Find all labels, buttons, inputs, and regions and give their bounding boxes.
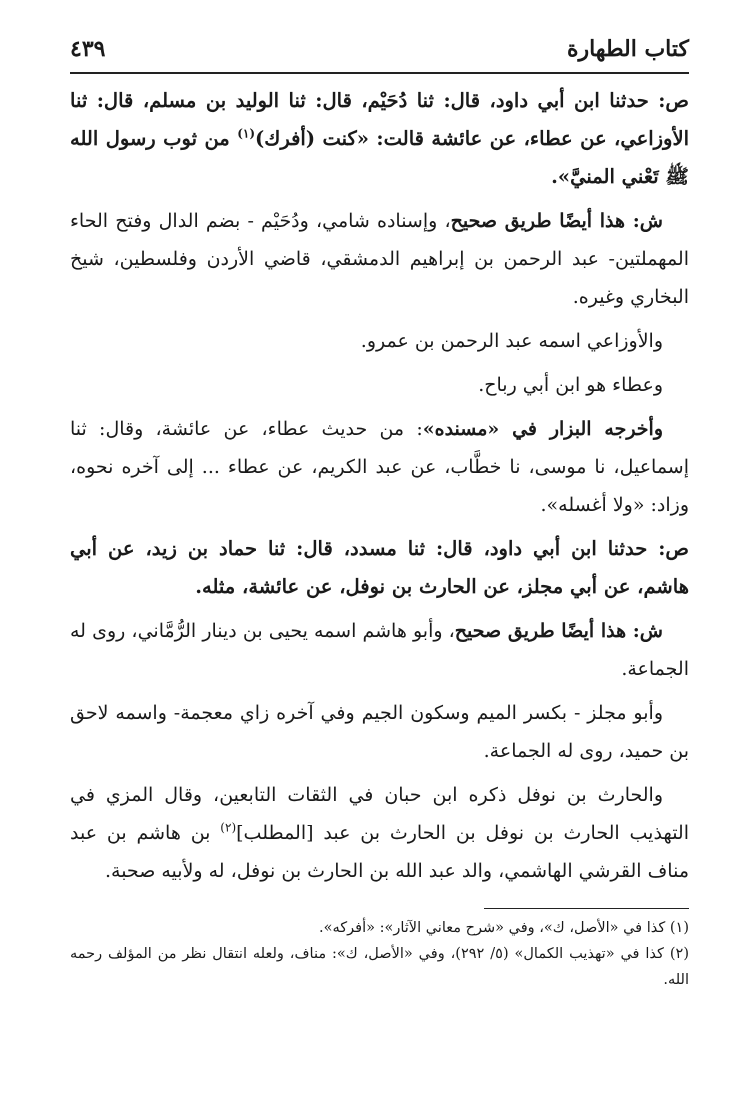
paragraph-text: حدثنا ابن أبي داود، قال: ثنا دُحَيْم، قال: ثنا الوليد بن مسلم، قال: ثنا الأوزاعي، عن عطاء، عن عائشة قالت: «كنت (أفرك) — [70, 89, 689, 150]
hadith-paragraph — [70, 530, 689, 606]
commentary-paragraph — [70, 410, 689, 524]
page-number: ٤٣٩ — [70, 36, 106, 62]
text-paragraph — [70, 322, 689, 360]
footnote: (١) كذا في «الأصل، ك»، وفي «شرح معاني الآثار»: «أفركه». — [318, 920, 689, 936]
commentary-paragraph — [70, 612, 689, 688]
source-label: وأخرجه البزار في «مسنده» — [422, 418, 663, 440]
paragraph-text: والأوزاعي اسمه عبد الرحمن بن عمرو. — [360, 330, 663, 352]
footnote-reference: (٢) — [220, 820, 237, 835]
paragraph-text-tail: بن هاشم بن عبد مناف القرشي الهاشمي، والد عبد الله بن الحارث بن نوفل، له ولأبيه صحبة. — [70, 822, 689, 882]
paragraph-text: ، وأبو هاشم اسمه يحيى بن دينار الرُّمَّاني، روى له الجماعة. — [70, 620, 689, 680]
hadith-label: ص: — [647, 537, 689, 560]
book-title: كتاب الطهارة — [566, 36, 689, 62]
footnotes — [70, 915, 689, 993]
page-header — [70, 30, 689, 74]
document-page — [70, 30, 689, 993]
hadith-label: ص: — [648, 89, 690, 112]
footnote: (٢) كذا في «تهذيب الكمال» (٥/ ٢٩٢)، وفي «الأصل، ك»: مناف، ولعله انتقال نظر من المؤلف رحمه الله. — [70, 946, 689, 988]
commentary-label: ش: هذا أيضًا طريق صحيح — [450, 210, 663, 232]
commentary-paragraph — [70, 202, 689, 316]
paragraph-text: والحارث بن نوفل ذكره ابن حبان في الثقات التابعين، وقال المزي في التهذيب الحارث بن نوفل بن الحارث بن عبد [المطلب] — [70, 784, 689, 844]
footnote-reference: (١) — [237, 126, 256, 141]
text-paragraph — [70, 694, 689, 770]
hadith-paragraph — [70, 82, 689, 196]
footnote-divider — [484, 908, 689, 909]
paragraph-text: وعطاء هو ابن أبي رباح. — [478, 374, 663, 396]
paragraph-text: ، وإسناده شامي، ودُحَيْم - بضم الدال وفتح الحاء المهملتين- عبد الرحمن بن إبراهيم الدمشقي، قاضي الأردن وفلسطين، شيخ البخاري وغيره. — [70, 210, 689, 308]
commentary-label: ش: هذا أيضًا طريق صحيح — [454, 620, 663, 642]
text-paragraph — [70, 776, 689, 890]
main-text — [70, 82, 689, 890]
text-paragraph — [70, 366, 689, 404]
paragraph-text: : من حديث عطاء، عن عائشة، وقال: ثنا إسماعيل، نا موسى، نا خطَّاب، عن عبد الكريم، عن عطاء ... إلى آخره نحوه، وزاد: «ولا أغسله». — [70, 418, 689, 516]
paragraph-text: وأبو مجلز - بكسر الميم وسكون الجيم وفي آخره زاي معجمة- واسمه لاحق بن حميد، روى له الجماعة. — [70, 702, 689, 762]
paragraph-text: حدثنا ابن أبي داود، قال: ثنا مسدد، قال: ثنا حماد بن زيد، عن أبي هاشم، عن أبي مجلز، عن الحارث بن نوفل، عن عائشة، مثله. — [70, 537, 689, 598]
paragraph-text-tail: من ثوب رسول الله ﷺ تَعْني المنيَّ». — [70, 127, 689, 188]
